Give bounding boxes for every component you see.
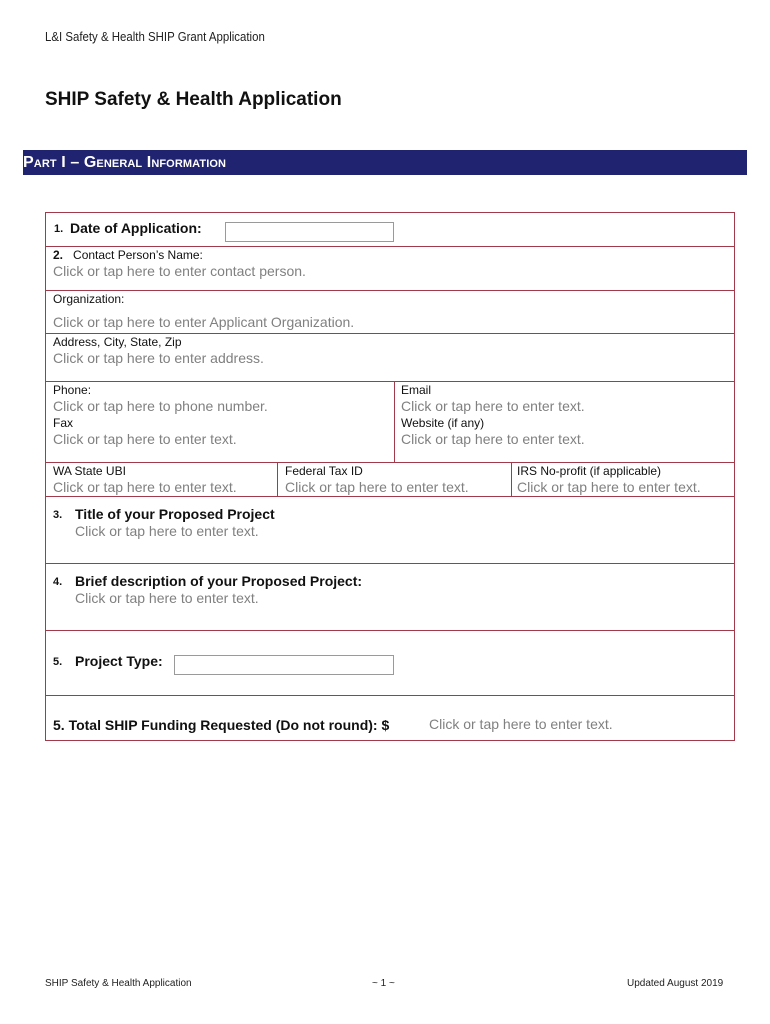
irs-field[interactable]: Click or tap here to enter text.	[517, 479, 701, 495]
fax-label: Fax	[53, 416, 74, 430]
project-type-label: Project Type:	[75, 653, 163, 669]
phone-label: Phone:	[53, 383, 92, 397]
funding-row	[46, 696, 734, 740]
tax-id-field[interactable]: Click or tap here to enter text.	[285, 479, 469, 495]
section-header	[23, 150, 747, 175]
project-title-label: Title of your Proposed Project	[75, 506, 275, 522]
fax-field[interactable]: Click or tap here to enter text.	[53, 431, 237, 447]
organization-field[interactable]: Click or tap here to enter Applicant Organization.	[53, 314, 355, 330]
column-divider	[394, 382, 395, 462]
page-number: ~ 1 ~	[372, 978, 395, 989]
project-type-row	[46, 631, 734, 696]
q4-number: 4.	[53, 576, 63, 588]
project-type-field[interactable]	[174, 655, 394, 675]
footer-right: Updated August 2019	[627, 978, 724, 989]
organization-label: Organization:	[53, 292, 125, 306]
running-header: L&I Safety & Health SHIP Grant Application	[45, 29, 265, 44]
date-of-application-field[interactable]	[225, 222, 394, 242]
project-title-row	[46, 497, 734, 564]
project-description-row	[46, 564, 734, 631]
project-title-field[interactable]: Click or tap here to enter text.	[75, 523, 259, 539]
date-label: Date of Application:	[70, 220, 202, 236]
email-field[interactable]: Click or tap here to enter text.	[401, 398, 585, 414]
section-title: Part I – General Information	[23, 154, 227, 171]
phone-field[interactable]: Click or tap here to phone number.	[53, 398, 268, 414]
q3-number: 3.	[53, 509, 63, 521]
column-divider	[511, 463, 512, 496]
q2-number: 2.	[53, 248, 64, 262]
project-description-field[interactable]: Click or tap here to enter text.	[75, 590, 259, 606]
email-label: Email	[401, 383, 432, 397]
footer-left: SHIP Safety & Health Application	[45, 978, 192, 989]
irs-label: IRS No-profit (if applicable)	[517, 464, 662, 478]
tax-ids-row	[46, 463, 734, 497]
contact-details-row	[46, 382, 734, 463]
q1-number: 1.	[54, 223, 64, 235]
contact-person-field[interactable]: Click or tap here to enter contact person.	[53, 263, 306, 279]
website-field[interactable]: Click or tap here to enter text.	[401, 431, 585, 447]
contact-row	[46, 247, 734, 291]
contact-label: Contact Person’s Name:	[73, 248, 203, 262]
column-divider	[277, 463, 278, 496]
funding-label: 5. Total SHIP Funding Requested (Do not round): $	[53, 717, 390, 733]
organization-row	[46, 291, 734, 334]
page-title: SHIP Safety & Health Application	[45, 89, 342, 110]
q5-number: 5.	[53, 656, 63, 668]
funding-amount-field[interactable]: Click or tap here to enter text.	[429, 716, 613, 732]
ubi-field[interactable]: Click or tap here to enter text.	[53, 479, 237, 495]
date-row	[46, 213, 734, 247]
address-row	[46, 334, 734, 382]
project-description-label: Brief description of your Proposed Project:	[75, 573, 363, 589]
website-label: Website (if any)	[401, 416, 485, 430]
general-information-form	[45, 212, 735, 741]
contact-label-group	[53, 248, 203, 262]
ubi-label: WA State UBI	[53, 464, 126, 478]
address-field[interactable]: Click or tap here to enter address.	[53, 350, 264, 366]
address-label: Address, City, State, Zip	[53, 335, 182, 349]
tax-id-label: Federal Tax ID	[285, 464, 363, 478]
